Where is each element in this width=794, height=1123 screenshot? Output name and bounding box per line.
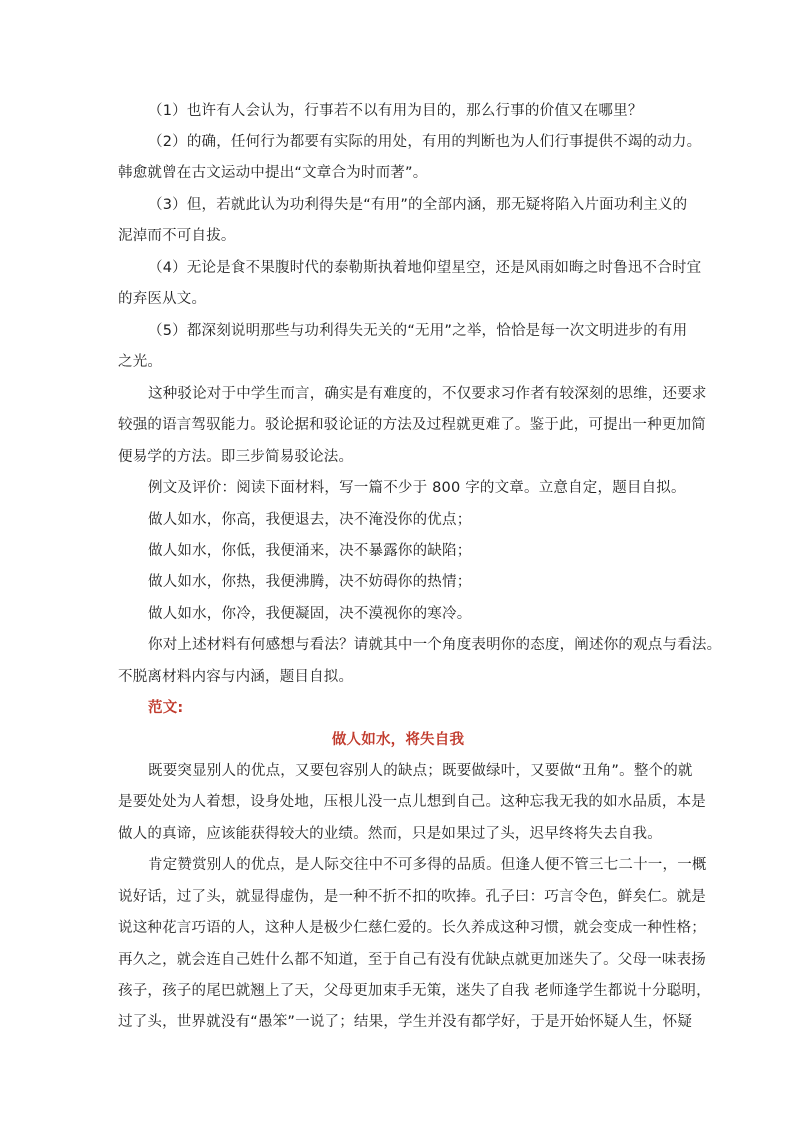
commentary-line-2: 较强的语言驾驭能力。驳论据和驳论证的方法及过程就更难了。鉴于此，可提出一种更加简 xyxy=(118,417,706,433)
material-line-4: 做人如水，你冷，我便凝固，决不漠视你的寒冷。 xyxy=(148,606,472,622)
material-line-2: 做人如水，你低，我便涌来，决不暴露你的缺陷； xyxy=(148,543,472,559)
commentary-line-1: 这种驳论对于中学生而言，确实是有难度的，不仅要求习作者有较深刻的思维，还要求 xyxy=(148,386,707,402)
para-4-line-1: （4）无论是食不果腹时代的泰勒斯执着地仰望星空，还是风雨如晦之时鲁迅不合时宜 xyxy=(148,260,702,276)
essay-p1-line-3: 做人的真谛，应该能获得较大的业绩。然而，只是如果过了头，迟早终将失去自我。 xyxy=(118,826,662,842)
essay-p2-line-6: 过了头，世界就没有“愚笨”一说了；结果，学生并没有都学好，于是开始怀疑人生，怀疑 xyxy=(118,1014,693,1030)
material-line-3: 做人如水，你热，我便沸腾，决不妨碍你的热情； xyxy=(148,574,472,590)
essay-p2-line-2: 说好话，过了头，就显得虚伪，是一种不折不扣的吹捧。孔子曰：巧言令色，鲜矣仁。就是 xyxy=(118,889,706,905)
para-5-line-2: 之光。 xyxy=(118,354,163,370)
example-prompt: 例文及评价：阅读下面材料，写一篇不少于 800 字的文章。立意自定，题目自拟。 xyxy=(148,480,686,496)
question-line-1: 你对上述材料有何感想与看法？请就其中一个角度表明你的态度，阐述你的观点与看法。 xyxy=(148,637,722,653)
essay-p1-line-1: 既要突显别人的优点，又要包容别人的缺点；既要做绿叶，又要做“丑角”。整个的就 xyxy=(148,763,693,779)
essay-p2-line-3: 说这种花言巧语的人，这种人是极少仁慈仁爱的。长久养成这种习惯，就会变成一种性格； xyxy=(118,920,706,936)
para-3-line-2: 泥淖而不可自拔。 xyxy=(118,228,236,244)
essay-p2-line-4: 再久之，就会连自己姓什么都不知道，至于自己有没有优缺点就更加迷失了。父母一味表扬 xyxy=(118,952,706,968)
essay-p2-line-1: 肯定赞赏别人的优点，是人际交往中不可多得的品质。但逢人便不管三七二十一，一概 xyxy=(148,857,707,873)
para-1: （1）也许有人会认为，行事若不以有用为目的，那么行事的价值又在哪里？ xyxy=(148,103,643,119)
para-2-line-2: 韩愈就曾在古文运动中提出“文章合为时而著”。 xyxy=(118,165,428,181)
essay-title: 做人如水，将失自我 xyxy=(331,732,465,748)
material-line-1: 做人如水，你高，我便退去，决不淹没你的优点； xyxy=(148,512,472,528)
commentary-line-3: 便易学的方法。即三步简易驳论法。 xyxy=(118,449,354,465)
para-3-line-1: （3）但，若就此认为功利得失是“有用”的全部内涵，那无疑将陷入片面功利主义的 xyxy=(148,197,688,213)
essay-p2-line-5: 孩子，孩子的尾巴就翘上了天，父母更加束手无策，迷失了自我 老师逢学生都说十分聪明， xyxy=(118,983,711,999)
para-4-line-2: 的弃医从文。 xyxy=(118,291,207,307)
para-2-line-1: （2）的确，任何行为都要有实际的用处，有用的判断也为人们行事提供不竭的动力。 xyxy=(148,134,702,150)
para-5-line-1: （5）都深刻说明那些与功利得失无关的“无用”之举，恰恰是每一次文明进步的有用 xyxy=(148,323,688,339)
essay-p1-line-2: 是要处处为人着想，设身处地，压根儿没一点儿想到自己。这种忘我无我的如水品质，本是 xyxy=(118,794,706,810)
model-essay-heading: 范文: xyxy=(148,700,184,716)
question-line-2: 不脱离材料内容与内涵，题目自拟。 xyxy=(118,669,354,685)
